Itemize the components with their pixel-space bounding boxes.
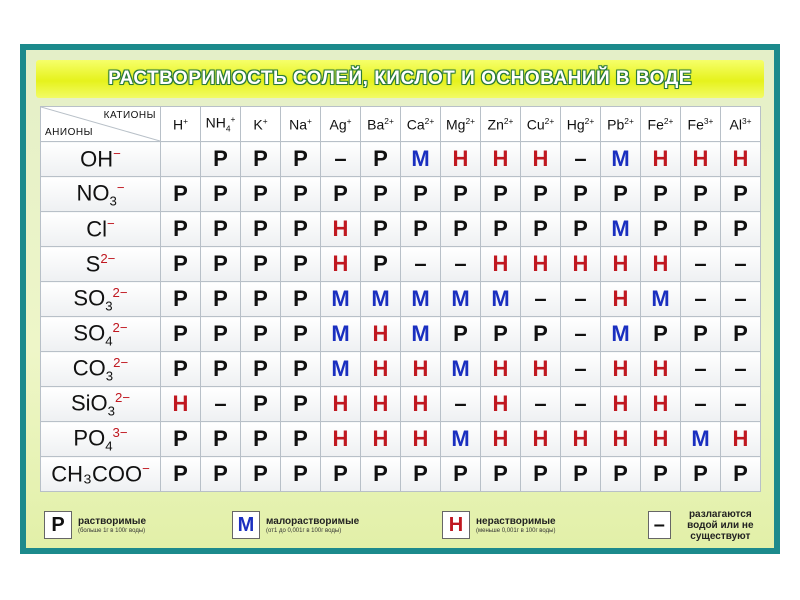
- solubility-cell: Н: [361, 422, 401, 457]
- solubility-cell: Р: [281, 212, 321, 247]
- solubility-cell: Н: [601, 352, 641, 387]
- cation-header: [441, 107, 481, 142]
- cation-header: [401, 107, 441, 142]
- solubility-cell: Р: [201, 317, 241, 352]
- legend: [36, 508, 764, 542]
- solubility-cell: Р: [241, 457, 281, 492]
- solubility-cell: Н: [361, 387, 401, 422]
- legend-note: (от1 до 0,001г в 100г воды): [266, 528, 342, 534]
- solubility-cell: М: [401, 317, 441, 352]
- solubility-cell: Р: [241, 247, 281, 282]
- solubility-cell: –: [721, 247, 761, 282]
- solubility-cell: [161, 142, 201, 177]
- solubility-cell: Р: [161, 317, 201, 352]
- formula-base: SO: [73, 319, 106, 345]
- solubility-cell: –: [681, 352, 721, 387]
- solubility-cell: М: [321, 282, 361, 317]
- anion-row: [41, 387, 761, 422]
- anions-label: АНИОНЫ: [45, 127, 93, 138]
- solubility-cell: –: [681, 247, 721, 282]
- solubility-cell: –: [441, 247, 481, 282]
- solubility-cell: Н: [521, 247, 561, 282]
- legend-text: [476, 516, 556, 534]
- formula-base: Ag: [329, 116, 347, 133]
- solubility-cell: М: [401, 142, 441, 177]
- legend-text: [266, 516, 359, 534]
- solubility-cell: Р: [241, 422, 281, 457]
- anion-header: [41, 387, 161, 422]
- solubility-cell: –: [521, 387, 561, 422]
- poster-title: РАСТВОРИМОСТЬ СОЛЕЙ, КИСЛОТ И ОСНОВАНИЙ В ВОДЕ: [108, 68, 692, 89]
- formula-charge: 2+: [663, 115, 674, 126]
- formula-subscript: 3: [105, 298, 113, 314]
- formula-subscript: 3: [109, 193, 117, 209]
- formula-charge: 2−: [112, 284, 128, 300]
- solubility-cell: М: [441, 422, 481, 457]
- solubility-cell: Н: [641, 142, 681, 177]
- solubility-cell: Р: [561, 212, 601, 247]
- anion-header: [41, 317, 161, 352]
- solubility-cell: Р: [361, 177, 401, 212]
- solubility-cell: Р: [201, 282, 241, 317]
- solubility-cell: –: [561, 352, 601, 387]
- formula-base: Hg: [566, 116, 585, 133]
- legend-symbol: Н: [442, 511, 470, 539]
- formula-base: K: [253, 116, 263, 133]
- solubility-cell: Р: [201, 422, 241, 457]
- solubility-cell: Н: [641, 247, 681, 282]
- solubility-cell: –: [521, 282, 561, 317]
- solubility-cell: Н: [441, 142, 481, 177]
- solubility-cell: –: [561, 142, 601, 177]
- solubility-cell: Р: [521, 457, 561, 492]
- solubility-cell: Р: [281, 317, 321, 352]
- solubility-table-wrap: [40, 106, 760, 492]
- formula-base: PO: [73, 424, 106, 450]
- anion-header: [41, 282, 161, 317]
- formula-charge: −: [113, 145, 121, 161]
- formula-base: CO: [72, 354, 106, 380]
- solubility-table: [40, 106, 761, 492]
- legend-label: разлагаются водой или не существуют: [687, 508, 754, 542]
- solubility-cell: –: [321, 142, 361, 177]
- formula-base: Pb: [607, 116, 625, 133]
- solubility-cell: М: [321, 317, 361, 352]
- formula-base: SiO: [70, 389, 108, 415]
- solubility-cell: Н: [641, 422, 681, 457]
- cation-header: [601, 107, 641, 142]
- solubility-cell: Н: [321, 387, 361, 422]
- formula-subscript: 4: [105, 438, 113, 454]
- solubility-cell: Р: [161, 177, 201, 212]
- formula-charge: −: [116, 179, 125, 195]
- solubility-cell: Р: [721, 317, 761, 352]
- anion-header: [41, 352, 161, 387]
- solubility-cell: Р: [401, 177, 441, 212]
- formula-charge: 2−: [114, 389, 131, 405]
- solubility-poster: [20, 44, 780, 554]
- solubility-cell: Р: [241, 142, 281, 177]
- solubility-cell: М: [441, 282, 481, 317]
- solubility-cell: Р: [241, 352, 281, 387]
- solubility-cell: Р: [561, 457, 601, 492]
- formula-subscript: 3: [107, 403, 115, 419]
- solubility-cell: Р: [241, 387, 281, 422]
- solubility-cell: М: [681, 422, 721, 457]
- solubility-cell: –: [561, 387, 601, 422]
- cation-header: [161, 107, 201, 142]
- poster-body: [26, 50, 774, 548]
- legend-symbol: М: [232, 511, 260, 539]
- solubility-cell: –: [681, 387, 721, 422]
- cation-header: [321, 107, 361, 142]
- solubility-cell: Р: [441, 317, 481, 352]
- solubility-cell: Р: [201, 212, 241, 247]
- formula-base: Ca: [406, 116, 425, 133]
- formula-charge: 2−: [100, 250, 116, 266]
- solubility-cell: Н: [481, 247, 521, 282]
- cation-header: [281, 107, 321, 142]
- solubility-cell: Н: [561, 247, 601, 282]
- solubility-cell: –: [681, 282, 721, 317]
- solubility-cell: Р: [441, 212, 481, 247]
- solubility-cell: М: [401, 282, 441, 317]
- solubility-cell: Р: [161, 212, 201, 247]
- solubility-cell: Р: [681, 177, 721, 212]
- solubility-cell: Р: [721, 212, 761, 247]
- solubility-cell: Р: [521, 317, 561, 352]
- solubility-cell: Р: [281, 177, 321, 212]
- solubility-cell: Р: [641, 317, 681, 352]
- formula-base: S: [85, 251, 101, 277]
- legend-note: (меньше 0,001г в 100г воды): [476, 528, 556, 534]
- solubility-cell: Р: [241, 212, 281, 247]
- solubility-cell: Р: [401, 212, 441, 247]
- solubility-cell: Р: [161, 352, 201, 387]
- solubility-cell: Н: [321, 247, 361, 282]
- formula-base: H: [172, 116, 184, 133]
- solubility-cell: Р: [161, 282, 201, 317]
- solubility-cell: Р: [641, 212, 681, 247]
- anion-row: [41, 352, 761, 387]
- solubility-cell: Р: [361, 247, 401, 282]
- formula-base: CH₃COO: [51, 461, 143, 487]
- formula-subscript: 3: [105, 368, 114, 384]
- formula-subscript: 4: [105, 333, 113, 349]
- anion-header: [41, 142, 161, 177]
- solubility-cell: Н: [481, 387, 521, 422]
- solubility-cell: Р: [161, 247, 201, 282]
- solubility-cell: М: [601, 142, 641, 177]
- anion-header: [41, 422, 161, 457]
- formula-charge: 3−: [112, 424, 128, 440]
- solubility-cell: Н: [521, 422, 561, 457]
- solubility-cell: Н: [521, 142, 561, 177]
- cation-header: [641, 107, 681, 142]
- solubility-cell: Р: [241, 177, 281, 212]
- solubility-cell: Н: [721, 422, 761, 457]
- solubility-cell: М: [361, 282, 401, 317]
- solubility-cell: Н: [481, 422, 521, 457]
- anion-header: [41, 247, 161, 282]
- solubility-cell: М: [601, 317, 641, 352]
- solubility-cell: –: [721, 352, 761, 387]
- formula-base: Cl: [86, 216, 108, 242]
- solubility-cell: Р: [481, 457, 521, 492]
- formula-charge: 3+: [703, 115, 714, 126]
- solubility-cell: Н: [401, 352, 441, 387]
- cation-header: [681, 107, 721, 142]
- solubility-cell: Р: [681, 212, 721, 247]
- formula-charge: 2+: [544, 115, 555, 126]
- legend-text: [677, 509, 764, 542]
- legend-symbol: –: [648, 511, 671, 539]
- solubility-cell: Н: [481, 142, 521, 177]
- solubility-cell: Р: [521, 177, 561, 212]
- solubility-cell: Р: [481, 317, 521, 352]
- legend-label: растворимые: [78, 516, 147, 527]
- solubility-cell: Р: [281, 142, 321, 177]
- poster-title-bar: [36, 60, 764, 98]
- formula-charge: +: [307, 115, 312, 126]
- solubility-cell: М: [481, 282, 521, 317]
- solubility-cell: –: [201, 387, 241, 422]
- solubility-cell: Н: [481, 352, 521, 387]
- solubility-cell: Н: [601, 247, 641, 282]
- formula-charge: −: [142, 460, 150, 476]
- formula-base: Fe: [687, 116, 704, 133]
- solubility-cell: –: [561, 317, 601, 352]
- cation-header: [361, 107, 401, 142]
- solubility-cell: Н: [361, 352, 401, 387]
- solubility-cell: Р: [201, 247, 241, 282]
- formula-base: Na: [289, 116, 307, 133]
- solubility-cell: Р: [161, 422, 201, 457]
- formula-charge: +: [262, 115, 268, 126]
- formula-charge: 2−: [113, 354, 129, 370]
- formula-base: Fe: [647, 116, 664, 133]
- solubility-cell: Р: [561, 177, 601, 212]
- solubility-cell: Р: [201, 352, 241, 387]
- solubility-cell: –: [441, 387, 481, 422]
- solubility-cell: Р: [681, 457, 721, 492]
- cation-header: [561, 107, 601, 142]
- cation-header: [201, 107, 241, 142]
- solubility-cell: М: [441, 352, 481, 387]
- solubility-cell: Р: [481, 212, 521, 247]
- solubility-cell: М: [641, 282, 681, 317]
- solubility-cell: Р: [201, 457, 241, 492]
- solubility-cell: Н: [601, 282, 641, 317]
- solubility-cell: Р: [481, 177, 521, 212]
- solubility-cell: Н: [561, 422, 601, 457]
- solubility-cell: Н: [321, 212, 361, 247]
- solubility-cell: –: [721, 282, 761, 317]
- solubility-cell: Р: [281, 282, 321, 317]
- solubility-cell: Р: [281, 352, 321, 387]
- solubility-cell: –: [561, 282, 601, 317]
- solubility-cell: М: [321, 352, 361, 387]
- solubility-cell: Р: [281, 387, 321, 422]
- cations-label: КАТИОНЫ: [103, 110, 156, 121]
- formula-charge: 2−: [112, 319, 128, 335]
- anion-row: [41, 212, 761, 247]
- solubility-cell: Н: [161, 387, 201, 422]
- formula-base: Cu: [526, 116, 545, 133]
- solubility-cell: Р: [361, 212, 401, 247]
- solubility-cell: М: [601, 212, 641, 247]
- solubility-cell: Р: [201, 177, 241, 212]
- anion-row: [41, 457, 761, 492]
- formula-base: NO: [76, 179, 110, 205]
- legend-label: нерастворимые: [476, 516, 556, 527]
- solubility-cell: Р: [601, 457, 641, 492]
- formula-charge: −: [107, 215, 115, 231]
- solubility-cell: Р: [321, 177, 361, 212]
- solubility-cell: –: [401, 247, 441, 282]
- solubility-cell: Р: [721, 177, 761, 212]
- solubility-cell: Р: [241, 282, 281, 317]
- solubility-cell: Р: [241, 317, 281, 352]
- solubility-cell: Р: [721, 457, 761, 492]
- legend-text: [78, 516, 146, 534]
- formula-charge: 2+: [424, 115, 435, 126]
- solubility-cell: Р: [441, 457, 481, 492]
- solubility-cell: Н: [521, 352, 561, 387]
- anion-header: [41, 212, 161, 247]
- legend-item: [442, 508, 556, 542]
- formula-base: Ba: [367, 116, 385, 133]
- anion-row: [41, 247, 761, 282]
- legend-item: [648, 508, 764, 542]
- solubility-cell: Р: [521, 212, 561, 247]
- formula-charge: 2+: [503, 115, 514, 126]
- formula-charge: +: [183, 115, 189, 126]
- solubility-cell: Р: [601, 177, 641, 212]
- solubility-cell: Р: [161, 457, 201, 492]
- legend-item: [44, 508, 146, 542]
- solubility-cell: Н: [641, 352, 681, 387]
- formula-charge: 2+: [584, 115, 595, 126]
- solubility-cell: Н: [601, 387, 641, 422]
- cation-header: [521, 107, 561, 142]
- formula-base: NH: [205, 114, 226, 131]
- formula-charge: 2+: [624, 115, 634, 126]
- formula-charge: +: [230, 114, 236, 125]
- solubility-cell: Н: [601, 422, 641, 457]
- anion-row: [41, 177, 761, 212]
- solubility-cell: Н: [401, 387, 441, 422]
- solubility-cell: Р: [361, 142, 401, 177]
- legend-label: малорастворимые: [266, 516, 360, 527]
- solubility-cell: Р: [281, 422, 321, 457]
- solubility-cell: Н: [321, 422, 361, 457]
- solubility-cell: Н: [681, 142, 721, 177]
- formula-charge: 2+: [465, 115, 475, 126]
- anion-header: [41, 177, 161, 212]
- solubility-cell: Р: [681, 317, 721, 352]
- solubility-cell: Р: [281, 457, 321, 492]
- formula-charge: 3+: [741, 115, 752, 126]
- formula-base: Zn: [487, 116, 504, 133]
- solubility-cell: Р: [641, 457, 681, 492]
- anion-row: [41, 317, 761, 352]
- solubility-cell: Р: [201, 142, 241, 177]
- solubility-cell: Н: [361, 317, 401, 352]
- solubility-cell: –: [721, 387, 761, 422]
- solubility-cell: Н: [721, 142, 761, 177]
- formula-base: Al: [729, 116, 742, 133]
- anion-header: [41, 457, 161, 492]
- anion-row: [41, 282, 761, 317]
- solubility-cell: Н: [401, 422, 441, 457]
- cation-header-row: [41, 107, 761, 142]
- solubility-cell: Р: [321, 457, 361, 492]
- cation-header: [241, 107, 281, 142]
- legend-symbol: Р: [44, 511, 72, 539]
- solubility-cell: Р: [401, 457, 441, 492]
- anion-row: [41, 142, 761, 177]
- formula-subscript: 4: [225, 123, 231, 134]
- solubility-cell: Н: [641, 387, 681, 422]
- solubility-cell: Р: [441, 177, 481, 212]
- legend-item: [232, 508, 359, 542]
- solubility-cell: Р: [641, 177, 681, 212]
- legend-note: (больше 1г в 100г воды): [78, 528, 146, 534]
- cation-header: [721, 107, 761, 142]
- solubility-cell: Р: [361, 457, 401, 492]
- formula-charge: +: [346, 115, 352, 126]
- cation-header: [481, 107, 521, 142]
- formula-base: SO: [73, 284, 106, 310]
- formula-charge: 2+: [384, 115, 394, 126]
- header-corner: [41, 107, 161, 142]
- solubility-cell: Р: [281, 247, 321, 282]
- formula-base: OH: [80, 146, 114, 172]
- formula-base: Mg: [445, 116, 466, 133]
- anion-row: [41, 422, 761, 457]
